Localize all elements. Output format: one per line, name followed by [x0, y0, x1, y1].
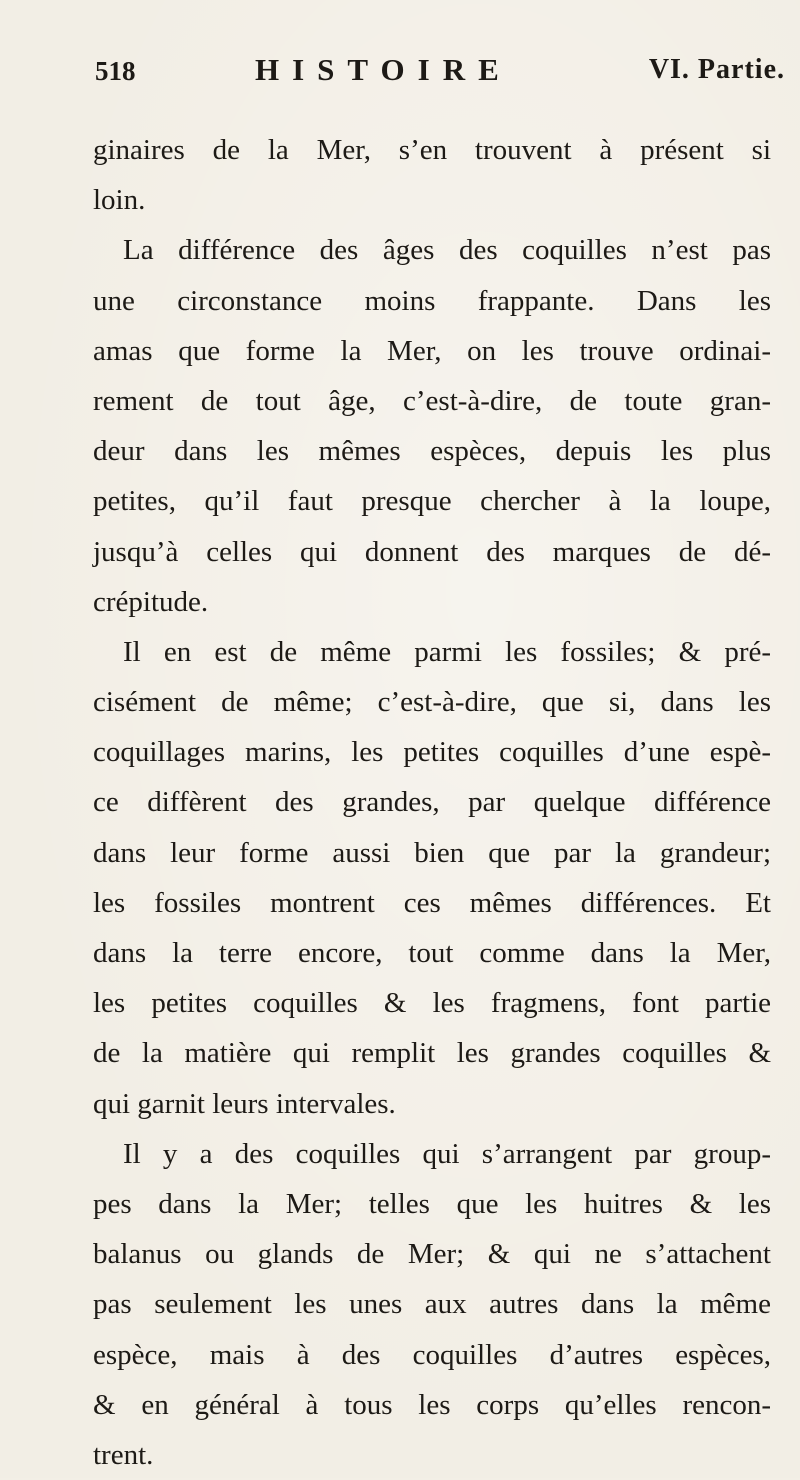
text-line: balanus ou glands de Mer; & qui ne s’attachent — [93, 1238, 771, 1271]
text-line: de la matière qui remplit les grandes coquilles & — [93, 1037, 771, 1070]
running-title: HISTOIRE — [255, 52, 512, 87]
text-line: les fossiles montrent ces mêmes différences. Et — [93, 886, 771, 919]
text-line: loin. — [93, 184, 146, 217]
text-line: les petites coquilles & les fragmens, font partie — [93, 987, 771, 1020]
text-line: cisément de même; c’est-à-dire, que si, dans les — [93, 686, 771, 719]
text-line: crépitude. — [93, 585, 209, 618]
text-line: amas que forme la Mer, on les trouve ordinai- — [93, 334, 771, 367]
text-line: pas seulement les unes aux autres dans la même — [93, 1288, 771, 1321]
text-line: deur dans les mêmes espèces, depuis les plus — [93, 435, 771, 468]
text-line: dans leur forme aussi bien que par la grandeur; — [93, 836, 771, 869]
text-line: Il y a des coquilles qui s’arrangent par group- — [123, 1137, 771, 1170]
text-line: ce diffèrent des grandes, par quelque différence — [93, 786, 771, 819]
text-line: coquillages marins, les petites coquilles d’une espè- — [93, 736, 771, 769]
text-line: dans la terre encore, tout comme dans la Mer, — [93, 937, 771, 969]
text-line: pes dans la Mer; telles que les huitres & les — [93, 1187, 771, 1220]
page-number: 518 — [95, 56, 136, 86]
text-line: & en général à tous les corps qu’elles rencon- — [93, 1388, 771, 1421]
text-line: trent. — [93, 1438, 154, 1471]
page-header — [95, 50, 785, 90]
text-line: une circonstance moins frappante. Dans les — [93, 284, 771, 317]
text-line: rement de tout âge, c’est-à-dire, de toute gran- — [93, 384, 771, 417]
text-line: ginaires de la Mer, s’en trouvent à présent si — [93, 134, 771, 166]
text-line: jusqu’à celles qui donnent des marques de dé- — [93, 535, 771, 568]
text-line: La différence des âges des coquilles n’est pas — [123, 234, 771, 267]
body-text — [93, 125, 771, 1480]
text-line: qui garnit leurs intervales. — [93, 1087, 396, 1120]
text-line: Il en est de même parmi les fossiles; & pré- — [123, 635, 771, 668]
text-line: espèce, mais à des coquilles d’autres espèces, — [93, 1338, 771, 1371]
part-label: VI. Partie. — [648, 54, 785, 85]
text-line: petites, qu’il faut presque chercher à la loupe, — [93, 485, 771, 518]
